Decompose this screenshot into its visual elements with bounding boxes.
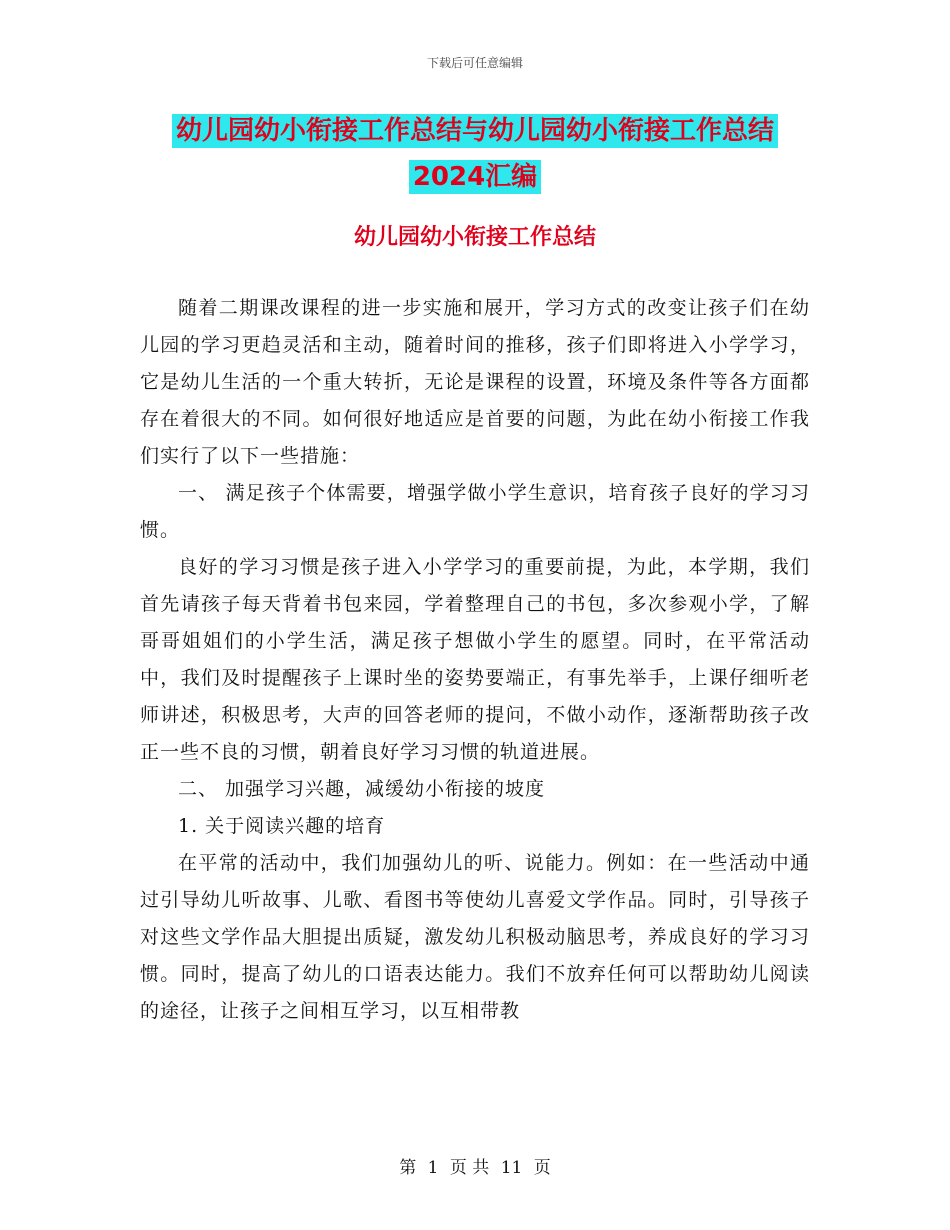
page-total: 11 <box>500 1158 523 1178</box>
page-footer <box>0 1153 950 1178</box>
page-label-prefix: 第 <box>399 1158 417 1178</box>
document-body <box>140 290 810 1030</box>
header-note: 下载后可任意编辑 <box>426 56 523 70</box>
document-title-line1: 幼儿园幼小衔接工作总结与幼儿园幼小衔接工作总结 <box>172 114 778 148</box>
paragraph-subheading-1: 1. 关于阅读兴趣的培育 <box>178 815 386 837</box>
paragraph-intro: 随着二期课改课程的进一步实施和展开，学习方式的改变让孩子们在幼儿园的学习更趋灵活和主动，随着时间的推移，孩子们即将进入小学学习，它是幼儿生活的一个重大转折，无论是课程的设置，环境及条件等各方面都存在着很大的不同。如何很好地适应是首要的问题，为此在幼小衔接工作我们实行了以下一些措施： <box>140 297 810 467</box>
paragraph-habits: 良好的学习习惯是孩子进入小学学习的重要前提，为此，本学期，我们首先请孩子每天背着书包来园，学着整理自己的书包，多次参观小学，了解哥哥姐姐们的小学生活，满足孩子想做小学生的愿望。同时，在平常活动中，我们及时提醒孩子上课时坐的姿势要端正，有事先举手，上课仔细听老师讲述，积极思考，大声的回答老师的提问，不做小动作，逐渐帮助孩子改正一些不良的习惯，朝着良好学习习惯的轨道进展。 <box>140 556 810 763</box>
paragraph-reading: 在平常的活动中，我们加强幼儿的听、说能力。例如：在一些活动中通过引导幼儿听故事、儿歌、看图书等使幼儿喜爱文学作品。同时，引导孩子对这些文学作品大胆提出质疑，激发幼儿积极动脑思考，养成良好的学习习惯。同时，提高了幼儿的口语表达能力。我们不放弃任何可以帮助幼儿阅读的途径，让孩子之间相互学习，以互相带教 <box>140 852 810 1022</box>
document-title <box>140 108 810 200</box>
page-label-mid: 页 共 <box>449 1158 490 1178</box>
section-title: 幼儿园幼小衔接工作总结 <box>353 225 596 250</box>
document-title-line2: 2024汇编 <box>409 160 541 194</box>
paragraph-heading-2: 二、 加强学习兴趣，减缓幼小衔接的坡度 <box>178 778 546 800</box>
paragraph-heading-1: 一、 满足孩子个体需要，增强学做小学生意识，培育孩子良好的学习习惯。 <box>140 482 810 541</box>
page-label-suffix: 页 <box>533 1158 551 1178</box>
page-current: 1 <box>427 1158 439 1178</box>
